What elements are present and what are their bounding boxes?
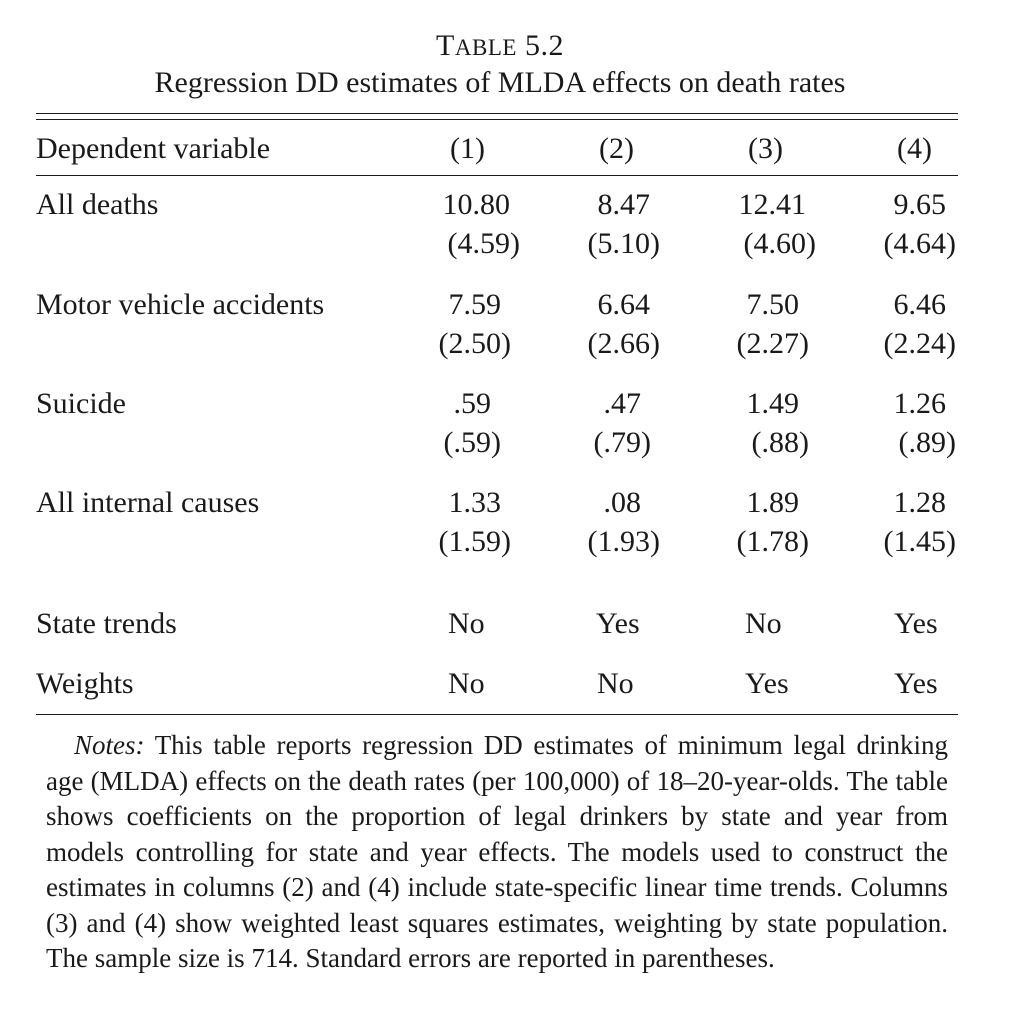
estimate-motor-vehicle-2: 6.64: [597, 288, 650, 321]
table-label: [0, 28, 1000, 66]
estimate-all-deaths-1: 10.80: [442, 188, 510, 221]
se-suicide-2: (.79): [593, 426, 651, 459]
bottom-rule: [36, 714, 958, 715]
estimate-all-deaths-4: 9.65: [893, 188, 946, 221]
se-suicide-3: (.88): [751, 426, 809, 459]
table-number: 5.2: [524, 29, 564, 62]
state-trends-2: Yes: [596, 607, 640, 640]
se-suicide-1: (.59): [443, 426, 501, 459]
weights-2: No: [597, 667, 634, 700]
se-motor-vehicle-4: (2.24): [883, 327, 956, 360]
estimate-motor-vehicle-3: 7.50: [746, 288, 799, 321]
row-label-suicide: Suicide: [36, 387, 126, 420]
top-rule-1: [36, 113, 958, 114]
se-all-deaths-1: (4.59): [447, 227, 520, 260]
notes-text: This table reports regression DD estimates of minimum legal drinking age (MLDA) effects on the death rates (per 100,000) of 18–20-year-olds. The table shows coefficients on the proportion of legal drinkers by state and year from models controlling for state and year effects. The models used to construct the estimates in columns (2) and (4) include state-specific linear time trends. Columns (3) and (4) show weighted least squares estimates, weighting by state population. The sample size is 714. Standard errors are reported in parentheses.: [46, 730, 948, 973]
estimate-all-deaths-3: 12.41: [738, 188, 806, 221]
estimate-internal-causes-2: .08: [603, 486, 641, 519]
se-all-deaths-4: (4.64): [883, 227, 956, 260]
table-title: Regression DD estimates of MLDA effects on death rates: [154, 66, 846, 99]
header-rule: [36, 175, 958, 176]
state-trends-3: No: [745, 607, 782, 640]
weights-4: Yes: [894, 667, 938, 700]
se-internal-causes-3: (1.78): [736, 525, 809, 558]
weights-1: No: [448, 667, 485, 700]
estimate-suicide-1: .59: [453, 387, 491, 420]
row-label-motor-vehicle-accidents: Motor vehicle accidents: [36, 288, 325, 321]
estimate-all-deaths-2: 8.47: [597, 188, 650, 221]
se-internal-causes-1: (1.59): [438, 525, 511, 558]
se-motor-vehicle-3: (2.27): [736, 327, 809, 360]
table-notes: [46, 728, 948, 977]
se-motor-vehicle-2: (2.66): [587, 327, 660, 360]
row-label-state-trends: State trends: [36, 607, 177, 640]
row-label-weights: Weights: [36, 667, 134, 700]
row-label-all-deaths: All deaths: [36, 188, 159, 221]
estimate-suicide-2: .47: [603, 387, 641, 420]
se-motor-vehicle-1: (2.50): [438, 327, 511, 360]
estimate-suicide-4: 1.26: [893, 387, 946, 420]
estimate-internal-causes-4: 1.28: [893, 486, 946, 519]
header-col-3: (3): [748, 132, 783, 165]
header-col-1: (1): [450, 132, 485, 165]
estimate-motor-vehicle-1: 7.59: [448, 288, 501, 321]
table-label-first-letter: T: [436, 29, 455, 62]
state-trends-4: Yes: [894, 607, 938, 640]
notes-label: Notes:: [74, 730, 145, 760]
se-internal-causes-2: (1.93): [587, 525, 660, 558]
header-dependent-variable: Dependent variable: [36, 132, 271, 165]
se-suicide-4: (.89): [898, 426, 956, 459]
se-all-deaths-2: (5.10): [587, 227, 660, 260]
estimate-motor-vehicle-4: 6.46: [893, 288, 946, 321]
estimate-internal-causes-1: 1.33: [448, 486, 501, 519]
weights-3: Yes: [745, 667, 789, 700]
row-label-all-internal-causes: All internal causes: [36, 486, 260, 519]
estimate-internal-causes-3: 1.89: [746, 486, 799, 519]
se-all-deaths-3: (4.60): [743, 227, 816, 260]
se-internal-causes-4: (1.45): [883, 525, 956, 558]
estimate-suicide-3: 1.49: [746, 387, 799, 420]
table-label-rest: ABLE: [454, 35, 517, 60]
header-col-4: (4): [897, 132, 932, 165]
top-rule-2: [36, 119, 958, 120]
state-trends-1: No: [448, 607, 485, 640]
header-col-2: (2): [599, 132, 634, 165]
